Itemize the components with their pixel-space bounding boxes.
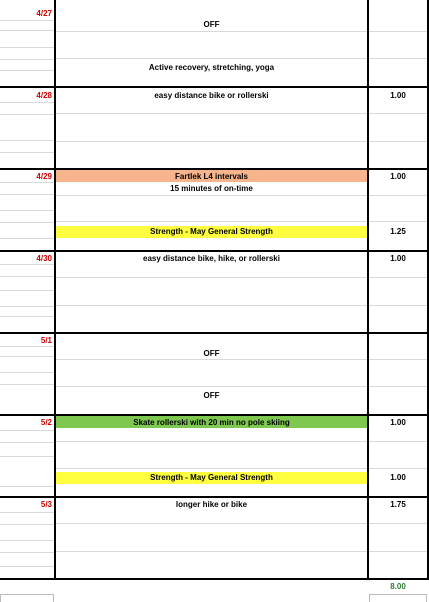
date-cell: 4/30	[36, 254, 52, 263]
hours-cell: 1.00	[390, 418, 406, 427]
hours-cell: 1.00	[390, 473, 406, 482]
date-cell: 4/29	[36, 172, 52, 181]
hours-cell: 1.25	[390, 227, 406, 236]
activity-cell: Fartlek L4 intervals	[175, 172, 248, 181]
hours-cell: 1.00	[390, 254, 406, 263]
activity-cell: OFF	[203, 20, 220, 29]
activity-cell: Skate rollerski with 20 min no pole skiing	[133, 418, 290, 427]
hours-cell: 1.00	[390, 91, 406, 100]
total-hours: 8.00	[390, 582, 406, 591]
activity-cell: longer hike or bike	[175, 500, 248, 509]
date-cell: 5/1	[40, 336, 52, 345]
hours-cell: 1.75	[390, 500, 406, 509]
activity-cell: OFF	[203, 349, 220, 358]
activity-cell: easy distance bike, hike, or rollerski	[143, 254, 280, 263]
activity-cell: Strength - May General Strength	[150, 227, 273, 236]
activity-cell: easy distance bike or rollerski	[154, 91, 269, 100]
activity-cell: Active recovery, stretching, yoga	[148, 63, 275, 72]
date-cell: 4/27	[36, 9, 52, 18]
date-cell: 4/28	[36, 91, 52, 100]
activity-cell: 15 minutes of on-time	[170, 184, 253, 193]
activity-cell: Strength - May General Strength	[150, 473, 273, 482]
activity-cell: OFF	[203, 391, 220, 400]
date-cell: 5/3	[40, 500, 52, 509]
date-cell: 5/2	[40, 418, 52, 427]
hours-cell: 1.00	[390, 172, 406, 181]
